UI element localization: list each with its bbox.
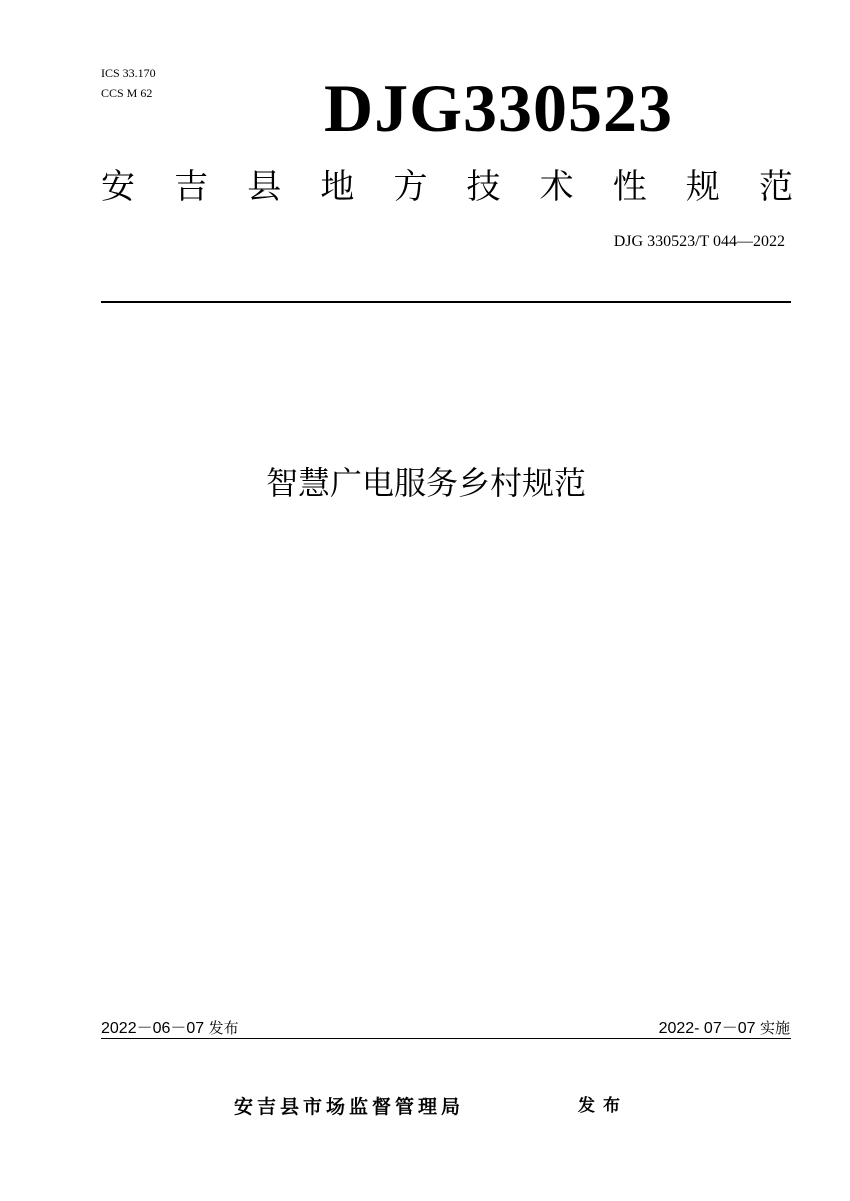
- doc-type-char: 地: [320, 167, 355, 207]
- standard-code-heading: DJG330523: [324, 70, 673, 146]
- bottom-divider: [101, 1038, 791, 1039]
- doc-type-char: 性: [612, 167, 647, 207]
- doc-type-char: 县: [247, 167, 282, 207]
- document-type-heading: [101, 160, 793, 214]
- publish-date-value: 2022－06－07: [101, 1020, 205, 1037]
- publish-label: 发布: [208, 1019, 239, 1037]
- ccs-code: CCS M 62: [101, 86, 153, 100]
- doc-type-char: 范: [758, 167, 793, 207]
- issuing-authority: 安吉县市场监督管理局: [234, 1096, 465, 1118]
- publish-date: [101, 1018, 239, 1039]
- doc-type-char: 术: [539, 167, 574, 207]
- doc-type-char: 吉: [174, 167, 209, 207]
- standard-number: DJG 330523/T 044—2022: [613, 233, 785, 250]
- implement-date-value: 2022- 07－07: [658, 1020, 756, 1037]
- doc-type-char: 技: [466, 167, 501, 207]
- ics-code: ICS 33.170: [101, 66, 156, 80]
- document-title: 智慧广电服务乡村规范: [265, 464, 586, 502]
- top-divider: [101, 301, 791, 303]
- implement-label: 实施: [759, 1019, 790, 1037]
- doc-type-char: 方: [393, 167, 428, 207]
- doc-type-char: 规: [685, 167, 720, 207]
- issue-label: 发布: [578, 1096, 628, 1116]
- doc-type-char: 安: [101, 167, 135, 207]
- implement-date: [659, 1018, 790, 1039]
